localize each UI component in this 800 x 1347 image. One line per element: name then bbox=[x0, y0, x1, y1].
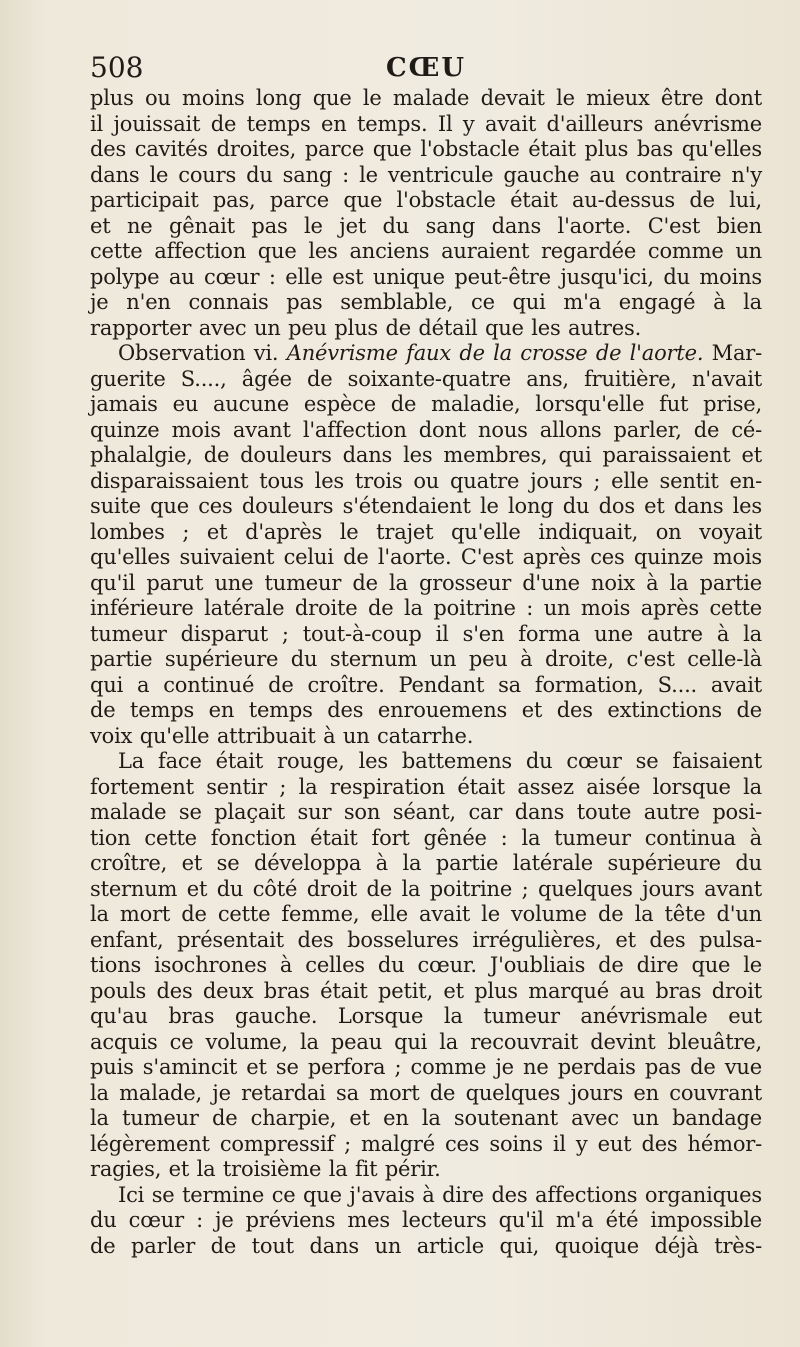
text-line: sternum et du côté droit de la poitrine ; quelques jours avant bbox=[90, 876, 762, 901]
text-line: la tumeur de charpie, et en la soutenant avec un bandage bbox=[90, 1106, 762, 1130]
page-number: 508 bbox=[90, 51, 144, 84]
running-head bbox=[90, 48, 762, 88]
body-text bbox=[90, 86, 762, 1259]
text-line: la malade, je retardai sa mort de quelques jours en couvrant bbox=[90, 1080, 762, 1105]
text-line: plus ou moins long que le malade devait le mieux être dont bbox=[90, 86, 762, 110]
text-line: pouls des deux bras était petit, et plus marqué au bras droit bbox=[90, 978, 762, 1003]
text-line: légèrement compressif ; malgré ces soins il y eut des hémor- bbox=[90, 1131, 762, 1156]
text-line: qu'au bras gauche. Lorsque la tumeur anévrismale eut bbox=[90, 1004, 762, 1028]
text-line: tion cette fonction était fort gênée : la tumeur continua à bbox=[90, 825, 762, 850]
text-line: jamais eu aucune espèce de maladie, lorsqu'elle fut prise, bbox=[90, 392, 762, 416]
text-line: phalalgie, de douleurs dans les membres, qui paraissaient et bbox=[90, 443, 762, 467]
text-line: du cœur : je préviens mes lecteurs qu'il m'a été impossible bbox=[90, 1208, 762, 1232]
text-line: acquis ce volume, la peau qui la recouvrait devint bleuâtre, bbox=[90, 1029, 762, 1054]
observation-heading bbox=[90, 341, 762, 367]
text-line: cette affection que les anciens auraient regardée comme un bbox=[90, 239, 762, 263]
text-line: qu'il parut une tumeur de la grosseur d'une noix à la partie bbox=[90, 570, 762, 595]
text-line: dans le cours du sang : le ventricule gauche au contraire n'y bbox=[90, 162, 762, 187]
text-line: croître, et se développa à la partie latérale supérieure du bbox=[90, 851, 762, 875]
text-line: lombes ; et d'après le trajet qu'elle indiquait, on voyait bbox=[90, 519, 762, 544]
text-line: il jouissait de temps en temps. Il y avait d'ailleurs anévrisme bbox=[90, 111, 762, 136]
text-line: voix qu'elle attribuait à un catarrhe. bbox=[90, 723, 474, 748]
observation-label: Observation vi. bbox=[118, 341, 279, 365]
text-line: malade se plaçait sur son séant, car dans toute autre posi- bbox=[90, 800, 762, 824]
text-line: puis s'amincit et se perfora ; comme je ne perdais pas de vue bbox=[90, 1055, 762, 1079]
running-title: CŒU bbox=[385, 53, 467, 83]
text-line: fortement sentir ; la respiration était assez aisée lorsque la bbox=[90, 774, 762, 799]
text-line: rapporter avec un peu plus de détail que les autres. bbox=[90, 315, 642, 340]
text-line: tions isochrones à celles du cœur. J'oubliais de dire que le bbox=[90, 953, 762, 977]
observation-tail: Mar- bbox=[711, 341, 763, 365]
text-line: disparaissaient tous les trois ou quatre jours ; elle sentit en- bbox=[90, 468, 762, 493]
text-line: inférieure latérale droite de la poitrine : un mois après cette bbox=[90, 596, 762, 620]
observation-title: Anévrisme faux de la crosse de l'aorte. bbox=[286, 341, 704, 365]
text-line: qui a continué de croître. Pendant sa formation, S.... avait bbox=[90, 672, 762, 697]
text-line: tumeur disparut ; tout-à-coup il s'en forma une autre à la bbox=[90, 621, 762, 646]
text-line: la mort de cette femme, elle avait le volume de la tête d'un bbox=[90, 902, 762, 926]
text-line: participait pas, parce que l'obstacle était au-dessus de lui, bbox=[90, 188, 762, 212]
text-line: enfant, présentait des bosselures irrégulières, et des pulsa- bbox=[90, 927, 762, 952]
text-line: polype au cœur : elle est unique peut-être jusqu'ici, du moins bbox=[90, 264, 762, 289]
text-line: et ne gênait pas le jet du sang dans l'aorte. C'est bien bbox=[90, 213, 762, 238]
text-line: qu'elles suivaient celui de l'aorte. C'est après ces quinze mois bbox=[90, 545, 762, 569]
text-line: Ici se termine ce que j'avais à dire des affections organiques bbox=[118, 1182, 762, 1207]
text-line: je n'en connais pas semblable, ce qui m'a engagé à la bbox=[90, 290, 762, 314]
text-line: de parler de tout dans un article qui, quoique déjà très- bbox=[90, 1233, 762, 1258]
text-line: guerite S...., âgée de soixante-quatre ans, fruitière, n'avait bbox=[90, 366, 762, 391]
text-line: des cavités droites, parce que l'obstacle était plus bas qu'elles bbox=[90, 137, 762, 161]
text-line: partie supérieure du sternum un peu à droite, c'est celle-là bbox=[90, 647, 762, 671]
text-line: de temps en temps des enrouemens et des extinctions de bbox=[90, 698, 762, 722]
text-line: ragies, et la troisième la fit périr. bbox=[90, 1157, 441, 1181]
text-line: La face était rouge, les battemens du cœur se faisaient bbox=[118, 749, 762, 773]
text-line: suite que ces douleurs s'étendaient le long du dos et dans les bbox=[90, 494, 762, 518]
text-line: quinze mois avant l'affection dont nous allons parler, de cé- bbox=[90, 417, 762, 442]
